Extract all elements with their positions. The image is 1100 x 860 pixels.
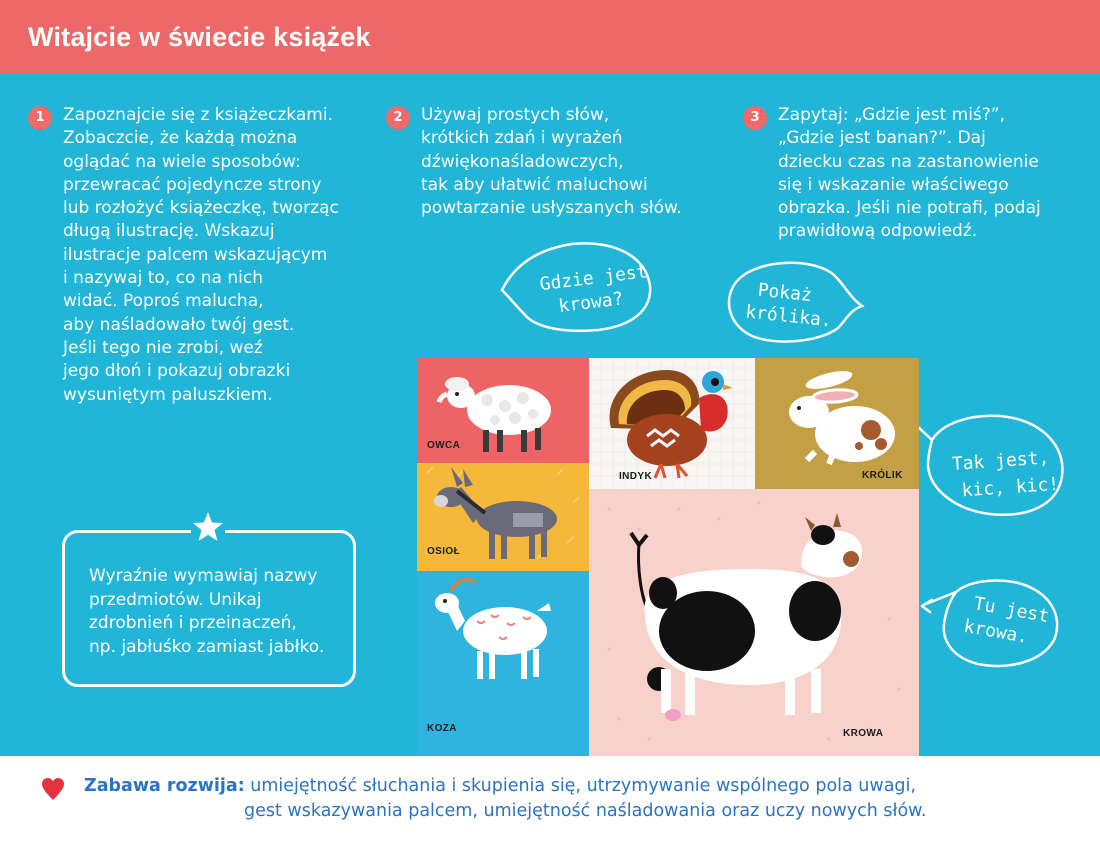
panel-cow bbox=[589, 489, 919, 762]
label-cow: KROWA bbox=[843, 728, 884, 739]
step-1-number: 1 bbox=[28, 106, 52, 130]
page-title: Witajcie w świecie książek bbox=[28, 22, 371, 52]
main-section bbox=[0, 74, 1100, 756]
bubble-here-cow-line2: krowa. bbox=[962, 615, 1030, 648]
bubble-here-cow-line1: Tu jest bbox=[972, 593, 1051, 628]
bubble-yes-rabbit-line1: Tak jest, bbox=[951, 447, 1050, 475]
footer bbox=[0, 756, 1100, 860]
step-2-number: 2 bbox=[386, 106, 410, 130]
bubble-yes-rabbit-line2: kic, kic! bbox=[961, 473, 1060, 502]
tip-text: Wyraźnie wymawiaj nazwy przedmiotów. Unikaj zdrobnień i przeinaczeń, np. jabłuśko zamiast jabłko. bbox=[89, 566, 325, 657]
step-3-number: 3 bbox=[743, 106, 767, 130]
footer-bold-label: Zabawa rozwija: bbox=[84, 776, 245, 796]
label-goat: KOZA bbox=[427, 723, 457, 734]
panel-goat bbox=[417, 571, 589, 762]
bubble-show-rabbit-line1: Pokaż bbox=[756, 279, 813, 307]
footer-text bbox=[84, 774, 1074, 824]
bubble-show-rabbit-line2: królika. bbox=[744, 301, 833, 332]
panel-donkey bbox=[417, 463, 589, 571]
step-3-text: Zapytaj: „Gdzie jest miś?”, „Gdzie jest banan?”. Daj dziecku czas na zastanowienie się i wskazanie właściwego obrazka. Jeśli nie potrafi, podaj prawidłową odpowiedź. bbox=[778, 105, 1041, 242]
footer-line-1: umiejętność słuchania i skupienia się, utrzymywanie wspólnego pola uwagi, bbox=[244, 776, 916, 796]
header-bar bbox=[0, 0, 1100, 74]
panel-turkey bbox=[589, 358, 755, 489]
step-1-text: Zapoznajcie się z książeczkami. Zobaczcie, że każdą można oglądać na wiele sposobów: przewracać pojedyncze strony lub rozłożyć książeczkę, tworząc długą ilustrację. Wskazuj ilustracje palcem wskazującym i nazywaj to, co na nich widać. Poproś malucha, aby naśladowało twój gest. Jeśli tego nie zrobi, weź jego dłoń i pokazuj obrazki wysuniętym paluszkiem. bbox=[63, 105, 339, 405]
panel-rabbit bbox=[755, 358, 919, 489]
bubble-here-cow bbox=[922, 580, 1057, 665]
bubble-where-cow bbox=[502, 243, 650, 330]
label-donkey: OSIOŁ bbox=[427, 546, 461, 557]
label-rabbit: KRÓLIK bbox=[862, 470, 903, 481]
step-2-text: Używaj prostych słów, krótkich zdań i wyrażeń dźwiękonaśladowczych, tak aby ułatwić maluchowi powtarzanie usłyszanych słów. bbox=[421, 105, 682, 219]
bubble-where-cow-line2: krowa? bbox=[557, 288, 625, 318]
label-sheep: OWCA bbox=[427, 440, 461, 451]
panel-sheep bbox=[417, 358, 589, 463]
bubble-where-cow-line1: Gdzie jest bbox=[538, 261, 649, 296]
footer-line-2: gest wskazywania palcem, umiejętność naśladowania oraz uczy nowych słów. bbox=[244, 801, 927, 821]
bubble-show-rabbit bbox=[729, 263, 862, 342]
heart-icon bbox=[40, 776, 66, 802]
label-turkey: INDYK bbox=[619, 471, 653, 482]
